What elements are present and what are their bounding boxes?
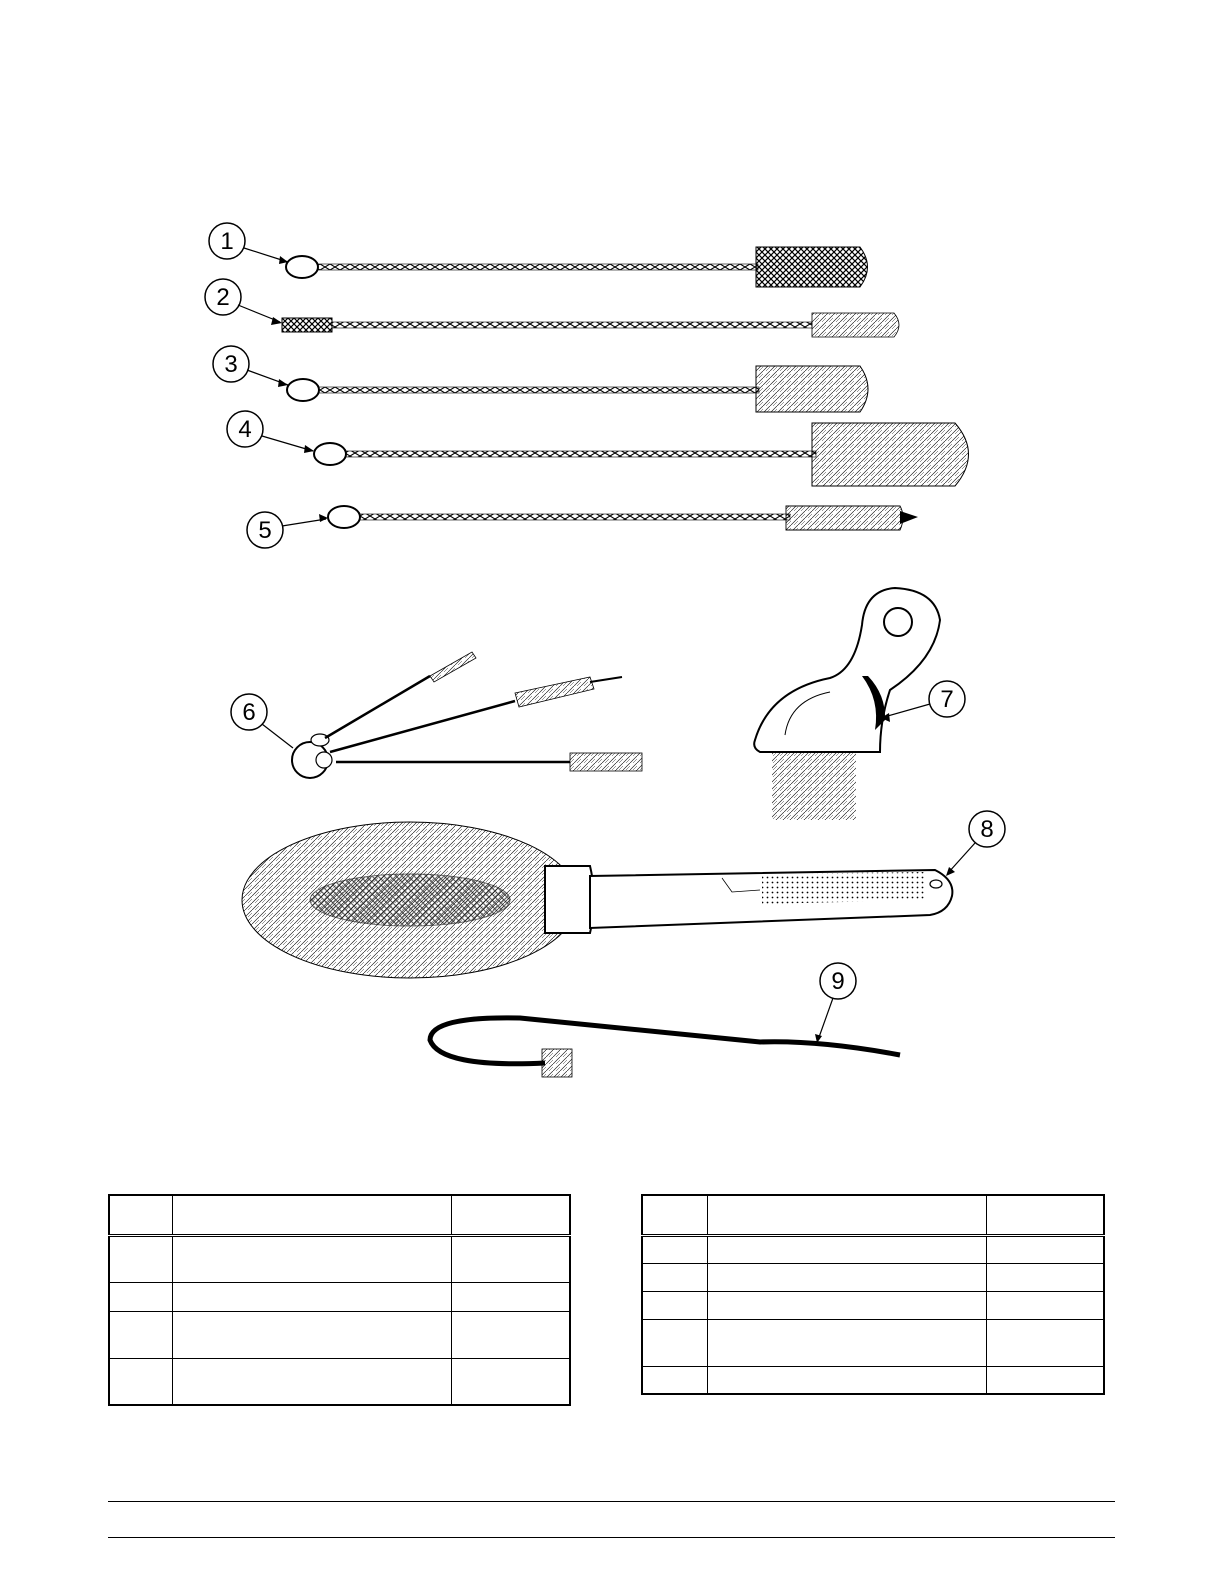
parts-table-right xyxy=(641,1194,1105,1395)
table-cell xyxy=(987,1319,1105,1366)
table-cell xyxy=(109,1311,173,1358)
svg-text:2: 2 xyxy=(216,284,230,311)
table-cell xyxy=(173,1311,452,1358)
table-cell xyxy=(173,1235,452,1282)
table-cell xyxy=(452,1311,571,1358)
svg-text:4: 4 xyxy=(238,416,252,443)
footer-rule-bottom xyxy=(108,1537,1115,1538)
table-header-row xyxy=(109,1195,570,1235)
svg-text:3: 3 xyxy=(224,351,238,378)
svg-text:9: 9 xyxy=(831,968,845,995)
table-row xyxy=(109,1235,570,1282)
table-cell xyxy=(708,1235,987,1263)
table-cell xyxy=(708,1263,987,1291)
white-bristle-tube-brush-icon xyxy=(287,366,868,412)
header-cell xyxy=(109,1195,173,1235)
table-cell xyxy=(642,1291,708,1319)
large-bottle-brush-icon xyxy=(242,822,952,978)
callout-2 xyxy=(205,279,282,325)
table-cell xyxy=(109,1358,173,1405)
fine-tube-brush-icon xyxy=(282,313,899,337)
callout-5 xyxy=(247,512,328,548)
large-tube-brush-icon xyxy=(314,423,969,486)
callout-9 xyxy=(815,963,856,1043)
table-cell xyxy=(173,1358,452,1405)
svg-text:8: 8 xyxy=(980,816,994,843)
header-cell xyxy=(173,1195,452,1235)
tapered-tube-brush-icon xyxy=(328,506,918,530)
table-row xyxy=(642,1235,1104,1263)
three-brush-kit-icon xyxy=(292,652,642,778)
parts-table-left xyxy=(108,1194,571,1406)
callout-3 xyxy=(213,346,288,387)
svg-text:7: 7 xyxy=(940,686,954,713)
table-cell xyxy=(987,1366,1105,1394)
header-cell xyxy=(642,1195,708,1235)
header-cell xyxy=(708,1195,987,1235)
table-cell xyxy=(173,1282,452,1311)
svg-text:5: 5 xyxy=(258,517,272,544)
table-cell xyxy=(642,1319,708,1366)
callout-1 xyxy=(209,223,288,264)
flexible-drain-brush-icon xyxy=(430,1018,900,1077)
table-cell xyxy=(708,1319,987,1366)
handled-scrub-brush-icon xyxy=(754,588,940,820)
table-cell xyxy=(109,1235,173,1282)
table-cell xyxy=(642,1366,708,1394)
black-bristle-tube-brush-icon xyxy=(286,247,868,287)
table-cell xyxy=(642,1235,708,1263)
table-row xyxy=(109,1311,570,1358)
table-row xyxy=(642,1291,1104,1319)
callout-8 xyxy=(946,811,1005,876)
table-cell xyxy=(642,1263,708,1291)
table-row xyxy=(109,1282,570,1311)
table-row xyxy=(642,1263,1104,1291)
table-cell xyxy=(708,1291,987,1319)
table-row xyxy=(642,1319,1104,1366)
table-cell xyxy=(109,1282,173,1311)
svg-text:6: 6 xyxy=(242,699,256,726)
table-cell xyxy=(452,1358,571,1405)
callout-4 xyxy=(227,411,314,453)
svg-text:1: 1 xyxy=(220,228,234,255)
table-cell xyxy=(987,1235,1105,1263)
callout-6 xyxy=(231,694,293,748)
table-cell xyxy=(452,1282,571,1311)
footer-rule-top xyxy=(108,1501,1115,1502)
table-cell xyxy=(987,1263,1105,1291)
table-cell xyxy=(452,1235,571,1282)
table-header-row xyxy=(642,1195,1104,1235)
table-row xyxy=(109,1358,570,1405)
header-cell xyxy=(987,1195,1105,1235)
table-cell xyxy=(987,1291,1105,1319)
table-cell xyxy=(708,1366,987,1394)
table-row xyxy=(642,1366,1104,1394)
header-cell xyxy=(452,1195,571,1235)
